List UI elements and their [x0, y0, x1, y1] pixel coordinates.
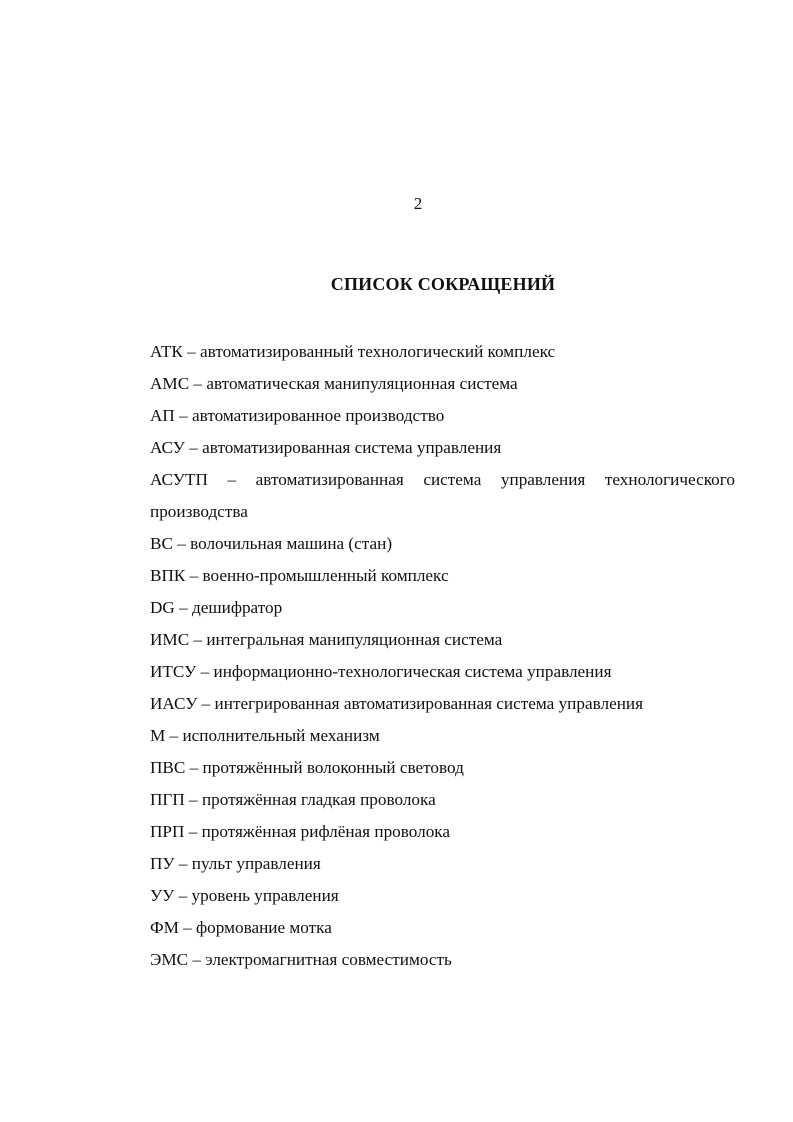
list-item: ПГП – протяжённая гладкая проволока: [150, 790, 436, 809]
list-item: ПРП – протяжённая рифлёная проволока: [150, 822, 451, 841]
page-number: 2: [413, 194, 423, 213]
list-item: ИАСУ – интегрированная автоматизированная система управления: [150, 694, 643, 713]
list-item: М – исполнительный механизм: [150, 726, 380, 745]
list-item: ПУ – пульт управления: [150, 854, 321, 873]
abbreviation-list: [150, 336, 735, 976]
list-item: АП – автоматизированное производство: [150, 406, 445, 425]
list-item: АСУТП – автоматизированная система управления технологического производства: [150, 470, 735, 521]
list-item: ПВС – протяжённый волоконный световод: [150, 758, 464, 777]
list-item: АТК – автоматизированный технологический комплекс: [150, 342, 556, 361]
list-item: ЭМС – электромагнитная совместимость: [150, 950, 452, 969]
list-item: DG – дешифратор: [150, 598, 283, 617]
page-title: СПИСОК СОКРАЩЕНИЙ: [330, 274, 556, 294]
list-item: ФМ – формование мотка: [150, 918, 332, 937]
list-item: УУ – уровень управления: [150, 886, 339, 905]
list-item: ИТСУ – информационно-технологическая система управления: [150, 662, 612, 681]
list-item: АСУ – автоматизированная система управления: [150, 438, 502, 457]
list-item: АМС – автоматическая манипуляционная система: [150, 374, 518, 393]
list-item: ВС – волочильная машина (стан): [150, 534, 393, 553]
list-item: ИМС – интегральная манипуляционная система: [150, 630, 503, 649]
list-item: ВПК – военно-промышленный комплекс: [150, 566, 449, 585]
